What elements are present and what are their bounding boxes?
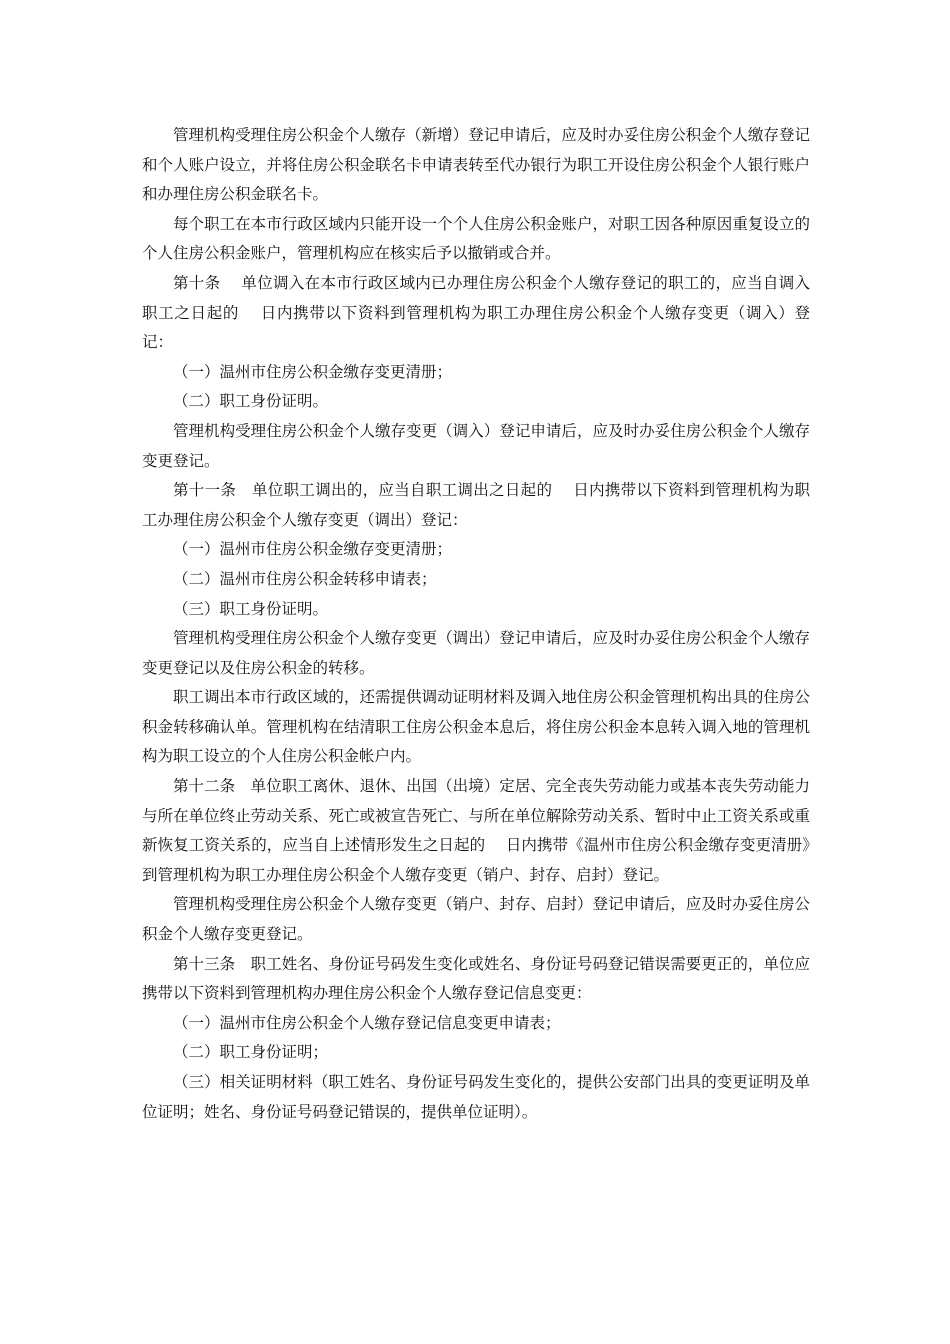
- paragraph-2: 每个职工在本市行政区域内只能开设一个个人住房公积金账户，对职工因各种原因重复设立的个人住房公积金账户，管理机构应在核实后予以撤销或合并。: [142, 214, 810, 263]
- article-13-item-2: （二）职工身份证明；: [173, 1043, 329, 1062]
- article-11-followup: 管理机构受理住房公积金个人缴存变更（调出）登记申请后，应及时办妥住房公积金个人缴存变更登记以及住房公积金的转移。: [142, 629, 810, 677]
- article-11-paragraph: 第十一条 单位职工调出的，应当自职工调出之日起的 日内携带以下资料到管理机构为职工办理住房公积金个人缴存变更（调出）登记：: [142, 481, 810, 529]
- article-10-item-1: （一）温州市住房公积金缴存变更清册；: [173, 362, 453, 381]
- article-13-item-3: （三）相关证明材料（职工姓名、身份证号码发生变化的，提供公安部门出具的变更证明及单位证明；姓名、身份证号码登记错误的，提供单位证明）。: [142, 1073, 810, 1121]
- document-body: [142, 121, 810, 1127]
- article-13-item-1: （一）温州市住房公积金个人缴存登记信息变更申请表；: [173, 1013, 561, 1032]
- article-12-paragraph: 第十二条 单位职工离休、退休、出国（出境）定居、完全丧失劳动能力或基本丧失劳动能力与所在单位终止劳动关系、死亡或被宣告死亡、与所在单位解除劳动关系、暂时中止工资关系或重新恢复工资关系的，应当自上述情形发生之日起的 日内携带《温州市住房公积金缴存变更清册》到管理机构为职工办理住房公积金个人缴存变更（销户、封存、启封）登记。: [142, 777, 810, 884]
- article-11-transfer-note: 职工调出本市行政区域的，还需提供调动证明材料及调入地住房公积金管理机构出具的住房公积金转移确认单。管理机构在结清职工住房公积金本息后，将住房公积金本息转入调入地的管理机构为职工设立的个人住房公积金帐户内。: [142, 688, 810, 766]
- article-11-item-1: （一）温州市住房公积金缴存变更清册；: [173, 540, 453, 559]
- article-10-paragraph: 第十条 单位调入在本市行政区域内已办理住房公积金个人缴存登记的职工的，应当自调入职工之日起的 日内携带以下资料到管理机构为职工办理住房公积金个人缴存变更（调入）登记：: [142, 273, 810, 352]
- article-11-item-3: （三）职工身份证明。: [173, 599, 329, 618]
- article-10-followup: 管理机构受理住房公积金个人缴存变更（调入）登记申请后，应及时办妥住房公积金个人缴存变更登记。: [142, 421, 810, 470]
- article-12-followup: 管理机构受理住房公积金个人缴存变更（销户、封存、启封）登记申请后，应及时办妥住房公积金个人缴存变更登记。: [142, 895, 810, 944]
- article-10-item-2: （二）职工身份证明。: [173, 392, 329, 411]
- article-11-item-2: （二）温州市住房公积金转移申请表；: [173, 569, 437, 588]
- article-13-paragraph: 第十三条 职工姓名、身份证号码发生变化或姓名、身份证号码登记错误需要更正的，单位应携带以下资料到管理机构办理住房公积金个人缴存登记信息变更：: [142, 954, 810, 1003]
- paragraph-1: 管理机构受理住房公积金个人缴存（新增）登记申请后，应及时办妥住房公积金个人缴存登记和个人账户设立，并将住房公积金联名卡申请表转至代办银行为职工开设住房公积金个人银行账户和办理住房公积金联名卡。: [142, 126, 810, 204]
